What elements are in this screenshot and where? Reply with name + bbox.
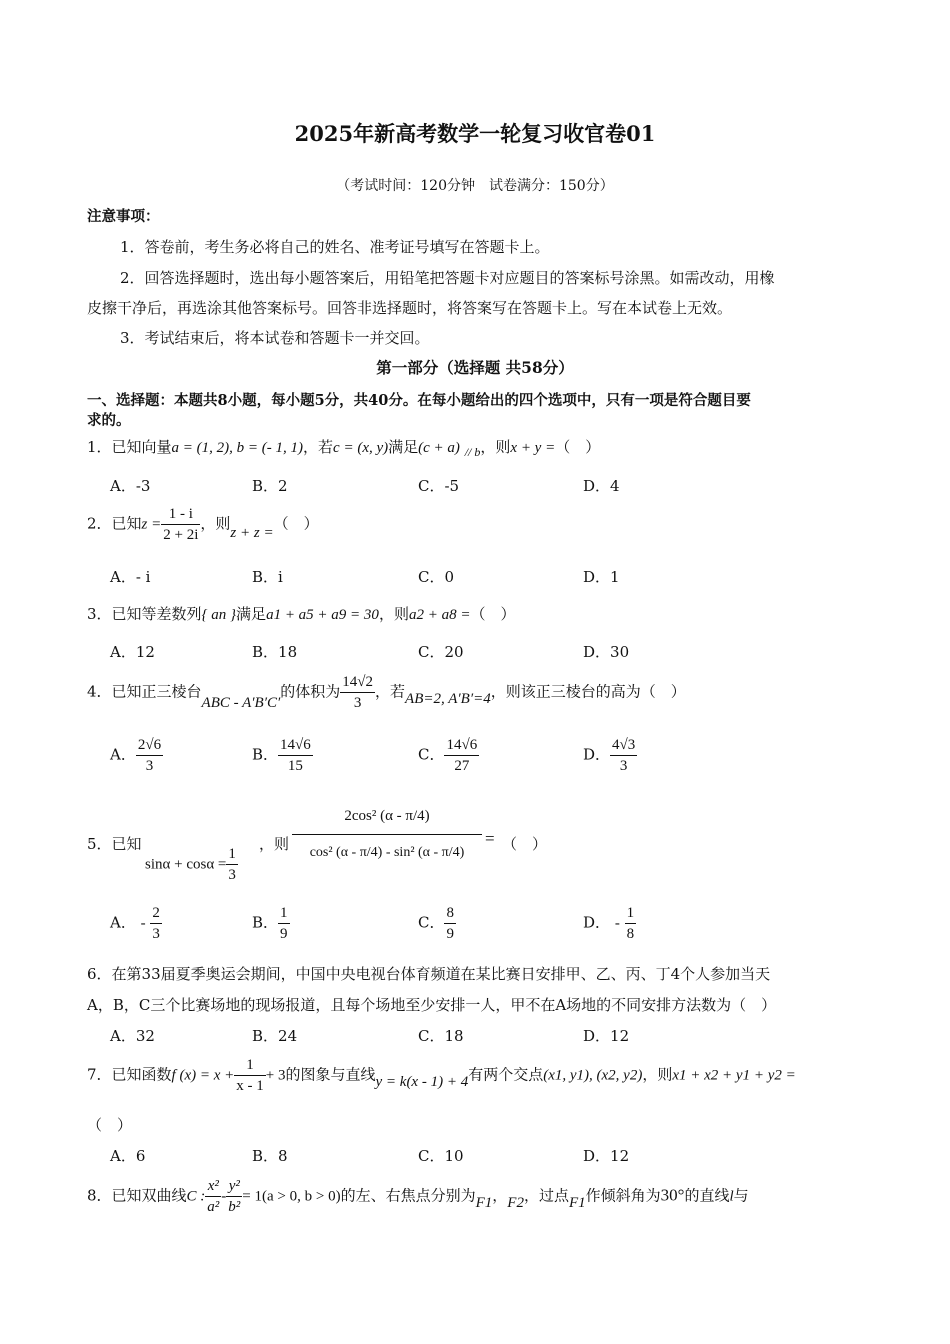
question-6-line-2: A，B，C三个比赛场地的现场报道，且每个场地至少安排一人，甲不在A场地的不同安排方法数为（ ） bbox=[87, 996, 777, 1014]
q5-option-a[interactable]: A． - $\frac{2}{3}$ bbox=[110, 905, 160, 942]
question-3: 3．已知等差数列{ an }满足a1 + a5 + a9 = 30，则a2 + a8 =（ ） bbox=[87, 605, 516, 623]
note-item-2a: 2．回答选择题时，选出每小题答案后，用铅笔把答题卡对应题目的答案标号涂黑。如需改动，用橡 bbox=[120, 269, 775, 287]
q3-option-d[interactable]: D．30 bbox=[583, 643, 630, 661]
note-item-2b: 皮擦干净后，再选涂其他答案标号。回答非选择题时，将答案写在答题卡上。写在本试卷上无效。 bbox=[87, 299, 733, 317]
notes-heading: 注意事项： bbox=[87, 208, 160, 225]
q1-option-d[interactable]: D．4 bbox=[583, 477, 620, 495]
q2-option-b[interactable]: B．i bbox=[252, 568, 283, 586]
q1-option-a[interactable]: A．-3 bbox=[110, 477, 151, 495]
q4-volume-fraction: $\frac{14√2}{3}$ bbox=[342, 674, 374, 711]
q4-option-b[interactable]: B． $\frac{14√6}{15}$ bbox=[252, 737, 311, 774]
q2-option-a[interactable]: A．- i bbox=[110, 568, 151, 586]
section-instruction-a: 一、选择题：本题共8小题，每小题5分，共40分。在每小题给出的四个选项中，只有一项是符合题目要 bbox=[87, 392, 751, 409]
q2-option-c[interactable]: C．0 bbox=[418, 568, 455, 586]
question-5-label: 5．已知 bbox=[87, 835, 142, 853]
exam-info: （考试时间：120分钟 试卷满分：150分） bbox=[336, 178, 614, 194]
q7-option-c[interactable]: C．10 bbox=[418, 1147, 464, 1165]
question-1: 1．已知向量a = (1, 2), b = (- 1, 1)，若c = (x, y)满足(c + a) $_{// b}$，则x + y =（ ） bbox=[87, 438, 601, 459]
q5-main-fraction: 2cos² (α - π/4) cos² (α - π/4) - sin² (α - π/4) bbox=[292, 800, 482, 871]
q3-option-a[interactable]: A．12 bbox=[110, 643, 155, 661]
q7-option-b[interactable]: B．8 bbox=[252, 1147, 288, 1165]
q4-option-a[interactable]: A． $\frac{2√6}{3}$ bbox=[110, 737, 162, 774]
note-item-3: 3．考试结束后，将本试卷和答题卡一并交回。 bbox=[120, 329, 430, 347]
q6-option-b[interactable]: B．24 bbox=[252, 1027, 298, 1045]
q4-option-c[interactable]: C． $\frac{14√6}{27}$ bbox=[418, 737, 478, 774]
q5-option-d[interactable]: D． - $\frac{1}{8}$ bbox=[583, 905, 635, 942]
question-5-condition: sinα + cosα = $\frac{1}{3}$ bbox=[145, 846, 236, 883]
part-heading: 第一部分（选择题 共58分） bbox=[376, 358, 574, 377]
question-7-blank: （ ） bbox=[87, 1116, 133, 1134]
q2-fraction: $\frac{1 - i}{2 + 2i}$ bbox=[163, 506, 199, 543]
question-6-line-1: 6．在第33届夏季奥运会期间，中国中央电视台体育频道在某比赛日安排甲、乙、丙、丁4个人参加当天 bbox=[87, 965, 771, 983]
q6-option-a[interactable]: A．32 bbox=[110, 1027, 155, 1045]
q2-option-d[interactable]: D．1 bbox=[583, 568, 620, 586]
q7-option-d[interactable]: D．12 bbox=[583, 1147, 630, 1165]
question-7: 7．已知函数f (x) = x + $\frac{1}{x - 1}$ + 3的图象与直线y = k(x - 1) + 4有两个交点(x1, y1), (x2, y2)，则x1 + x2 + y1 + y2 = bbox=[87, 1057, 796, 1094]
note-item-1: 1．答卷前，考生务必将自己的姓名、准考证号填写在答题卡上。 bbox=[120, 238, 550, 256]
q5-option-c[interactable]: C． $\frac{8}{9}$ bbox=[418, 905, 454, 942]
q3-option-b[interactable]: B．18 bbox=[252, 643, 298, 661]
question-5-then: ，则 bbox=[259, 835, 290, 853]
q6-option-d[interactable]: D．12 bbox=[583, 1027, 630, 1045]
q1-option-c[interactable]: C．-5 bbox=[418, 477, 460, 495]
q7-option-a[interactable]: A．6 bbox=[110, 1147, 146, 1165]
question-8: 8．已知双曲线C : $\frac{\text{x²}}{\text{a²}}$ - $\frac{\text{y²}}{\text{b²}}$ = 1(a > 0, b > 0)的左、右焦点分别为F1，F2，过点F1作倾斜角为30°的直线l与 bbox=[87, 1178, 749, 1215]
q1-option-b[interactable]: B．2 bbox=[252, 477, 288, 495]
question-4: 4．已知正三棱台ABC - A′B′C′的体积为 $\frac{14√2}{3}$ ，若AB=2, A′B′=4，则该正三棱台的高为（ ） bbox=[87, 674, 686, 711]
section-instruction-b: 求的。 bbox=[87, 412, 131, 429]
q4-option-d[interactable]: D． $\frac{4√3}{3}$ bbox=[583, 737, 636, 774]
vectors-ab: a = (1, 2), b = (- 1, 1) bbox=[171, 440, 304, 456]
vector-c: c = (x, y) bbox=[333, 440, 389, 456]
question-2: 2．已知z = $\frac{1 - i}{2 + 2i}$ ，则z + z =（ ） bbox=[87, 506, 319, 543]
q6-option-c[interactable]: C．18 bbox=[418, 1027, 464, 1045]
q3-option-c[interactable]: C．20 bbox=[418, 643, 464, 661]
page-title: 2025年新高考数学一轮复习收官卷01 bbox=[294, 121, 656, 146]
q5-option-b[interactable]: B． $\frac{1}{9}$ bbox=[252, 905, 288, 942]
